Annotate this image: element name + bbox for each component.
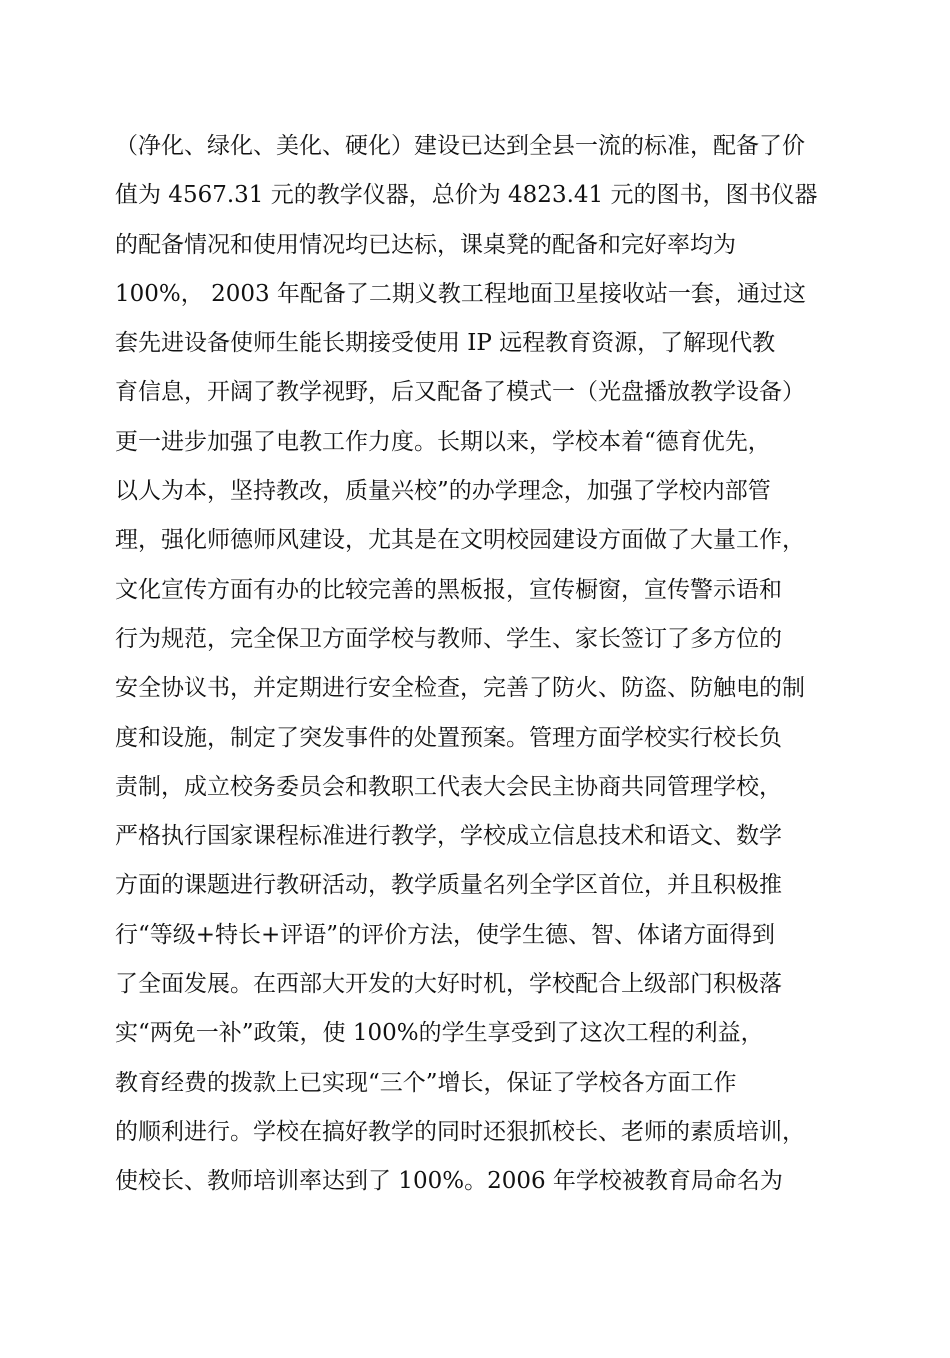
text-line-20: 教育经费的拨款上已实现“三个”增长，保证了学校各方面工作 xyxy=(115,1069,737,1096)
text-line-3: 的配备情况和使用情况均已达标，课桌凳的配备和完好率均为 xyxy=(115,231,736,258)
text-line-11: 行为规范，完全保卫方面学校与教师、学生、家长签订了多方位的 xyxy=(115,625,782,652)
text-line-9: 理，强化师德师风建设，尤其是在文明校园建设方面做了大量工作， xyxy=(115,527,805,554)
text-line-16: 方面的课题进行教研活动，教学质量名列全学区首位，并且积极推 xyxy=(115,872,782,899)
text-line-19: 实“两免一补”政策，使 100%的学生享受到了这次工程的利益， xyxy=(115,1020,764,1047)
text-line-18: 了全面发展。在西部大开发的大好时机，学校配合上级部门积极落 xyxy=(115,971,782,998)
text-line-4: 100%， 2003 年配备了二期义教工程地面卫星接收站一套，通过这 xyxy=(115,280,806,307)
text-line-5: 套先进设备使师生能长期接受使用 IP 远程教育资源，了解现代教 xyxy=(115,330,776,357)
text-line-13: 度和设施，制定了突发事件的处置预案。管理方面学校实行校长负 xyxy=(115,724,782,751)
text-line-22: 使校长、教师培训率达到了 100%。2006 年学校被教育局命名为 xyxy=(115,1168,783,1195)
text-line-6: 育信息，开阔了教学视野，后又配备了模式一（光盘播放教学设备） xyxy=(115,379,805,406)
text-line-21: 的顺利进行。学校在搞好教学的同时还狠抓校长、老师的素质培训， xyxy=(115,1118,805,1145)
text-line-15: 严格执行国家课程标准进行教学，学校成立信息技术和语文、数学 xyxy=(115,823,782,850)
text-line-1: （净化、绿化、美化、硬化）建设已达到全县一流的标准，配备了价 xyxy=(115,133,805,159)
text-line-2: 值为 4567.31 元的教学仪器，总价为 4823.41 元的图书，图书仪器 xyxy=(115,182,818,209)
text-line-8: 以人为本，坚持教改，质量兴校”的办学理念，加强了学校内部管 xyxy=(115,478,771,505)
text-line-17: 行“等级+特长+评语”的评价方法，使学生德、智、体诸方面得到 xyxy=(115,921,776,948)
body-paragraph xyxy=(115,122,845,1207)
text-line-14: 责制，成立校务委员会和教职工代表大会民主协商共同管理学校， xyxy=(115,773,782,800)
text-line-10: 文化宣传方面有办的比较完善的黑板报，宣传橱窗，宣传警示语和 xyxy=(115,576,782,603)
text-line-7: 更一进步加强了电教工作力度。长期以来，学校本着“德育优先， xyxy=(115,428,771,455)
text-line-12: 安全协议书，并定期进行安全检查，完善了防火、防盗、防触电的制 xyxy=(115,675,805,702)
